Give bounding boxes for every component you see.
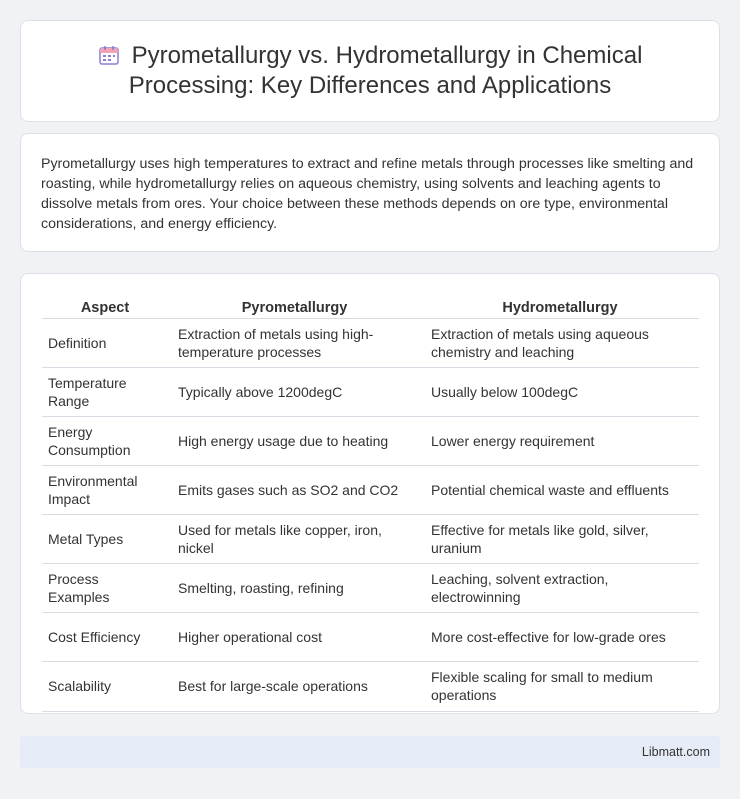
- hydro-cell: Effective for metals like gold, silver, uranium: [421, 514, 699, 563]
- calendar-icon: [98, 44, 120, 66]
- table-row: [42, 514, 699, 563]
- hydro-cell: Lower energy requirement: [421, 416, 699, 465]
- table-row: [42, 367, 699, 416]
- hydro-cell: Potential chemical waste and effluents: [421, 465, 699, 514]
- intro-card: [20, 133, 720, 252]
- table-row: [42, 416, 699, 465]
- pyro-cell: Extraction of metals using high-temperature processes: [168, 318, 421, 367]
- table-row: [42, 612, 699, 661]
- hydro-cell: Leaching, solvent extraction, electrowinning: [421, 563, 699, 612]
- column-header-aspect: Aspect: [42, 296, 168, 318]
- title-card: [20, 20, 720, 122]
- pyro-cell: High energy usage due to heating: [168, 416, 421, 465]
- table-row: [42, 563, 699, 612]
- aspect-cell: Cost Efficiency: [42, 612, 168, 661]
- page-title-text: Pyrometallurgy vs. Hydrometallurgy in Chemical Processing: Key Differences and Applications: [128, 42, 643, 99]
- footer: [20, 736, 720, 768]
- aspect-cell: Definition: [42, 318, 168, 367]
- aspect-cell: Scalability: [42, 661, 168, 711]
- table-row: [42, 661, 699, 711]
- comparison-table: [42, 296, 699, 712]
- column-header-pyrometallurgy: Pyrometallurgy: [168, 296, 421, 318]
- pyro-cell: Best for large-scale operations: [168, 661, 421, 711]
- aspect-cell: Process Examples: [42, 563, 168, 612]
- pyro-cell: Emits gases such as SO2 and CO2: [168, 465, 421, 514]
- intro-text: Pyrometallurgy uses high temperatures to extract and refine metals through processes like smelting and roasting, while hydrometallurgy relies on aqueous chemistry, using solvents and leaching agents to dissolve metals from ores. Your choice between these methods depends on ore type, environmental considerations, and energy efficiency.: [41, 156, 694, 232]
- table-header-row: [42, 296, 699, 318]
- table-row: [42, 465, 699, 514]
- aspect-cell: Environmental Impact: [42, 465, 168, 514]
- aspect-cell: Metal Types: [42, 514, 168, 563]
- pyro-cell: Typically above 1200degC: [168, 367, 421, 416]
- column-header-hydrometallurgy: Hydrometallurgy: [421, 296, 699, 318]
- pyro-cell: Used for metals like copper, iron, nickel: [168, 514, 421, 563]
- hydro-cell: Flexible scaling for small to medium operations: [421, 661, 699, 711]
- hydro-cell: More cost-effective for low-grade ores: [421, 612, 699, 661]
- aspect-cell: Temperature Range: [42, 367, 168, 416]
- hydro-cell: Extraction of metals using aqueous chemistry and leaching: [421, 318, 699, 367]
- footer-brand: Libmatt.com: [641, 745, 710, 759]
- pyro-cell: Smelting, roasting, refining: [168, 563, 421, 612]
- aspect-cell: Energy Consumption: [42, 416, 168, 465]
- table-row: [42, 318, 699, 367]
- page-title: [70, 41, 670, 101]
- hydro-cell: Usually below 100degC: [421, 367, 699, 416]
- comparison-table-card: [20, 273, 720, 714]
- pyro-cell: Higher operational cost: [168, 612, 421, 661]
